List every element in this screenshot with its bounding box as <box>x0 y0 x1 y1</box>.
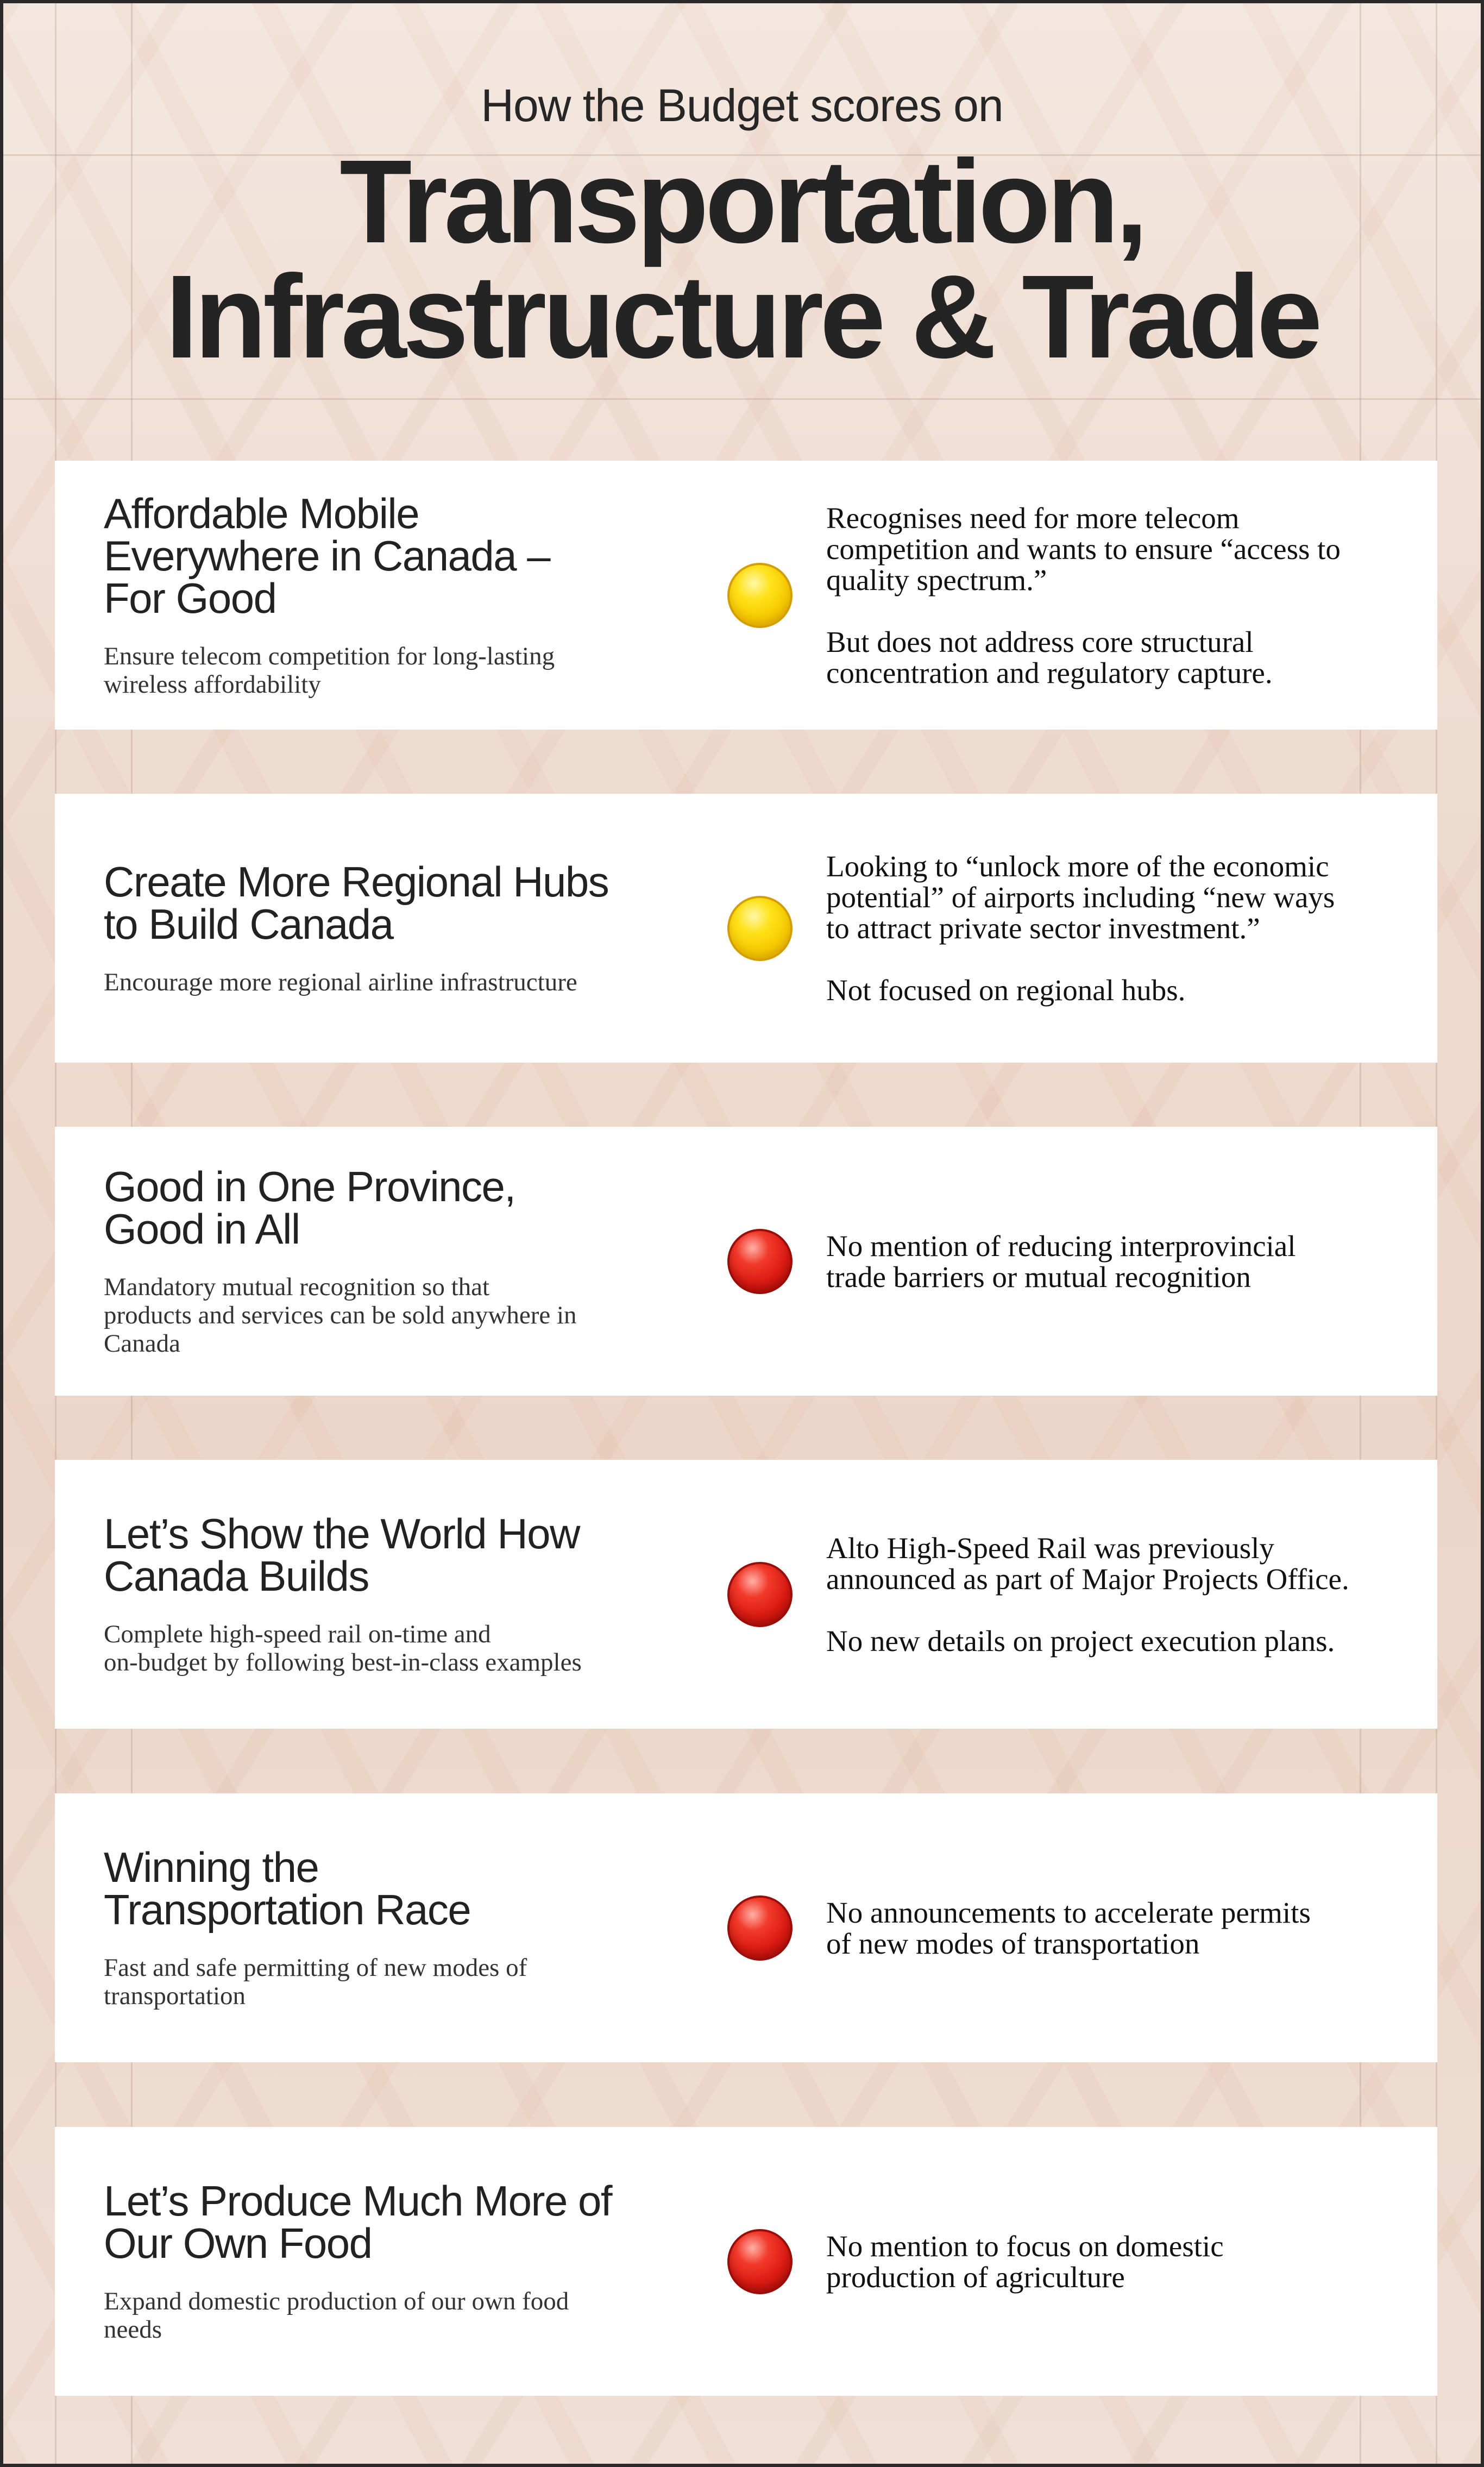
scorecard-subtitle-line: products and services can be sold anywhere in <box>104 1301 577 1329</box>
assessment-line: competition and wants to ensure “access to <box>826 532 1341 566</box>
scorecard-left <box>104 794 728 1063</box>
scorecard-subtitle-line: wireless affordability <box>104 670 321 699</box>
scorecard-title <box>104 489 728 622</box>
scorecard-title-line: Canada Builds <box>104 1552 369 1600</box>
score-red-icon <box>727 2229 793 2294</box>
assessment-line: Not focused on regional hubs. <box>826 974 1186 1007</box>
assessment-line: Looking to “unlock more of the economic <box>826 850 1329 883</box>
scorecard <box>55 1127 1437 1396</box>
scorecard-title <box>104 1509 728 1600</box>
scorecard-title-line: to Build Canada <box>104 900 393 948</box>
scorecard-title-line: Our Own Food <box>104 2219 372 2267</box>
score-red-icon <box>727 1562 793 1627</box>
assessment-line: to attract private sector investment.” <box>826 912 1260 945</box>
scorecard-title-line: Let’s Produce Much More of <box>104 2176 612 2225</box>
assessment-line: No mention of reducing interprovincial <box>826 1229 1296 1263</box>
scorecard-assessment <box>826 1127 1394 1396</box>
assessment-line: quality spectrum.” <box>826 563 1047 597</box>
scorecard-subtitle-line: needs <box>104 2315 162 2344</box>
scorecard-title <box>104 1162 728 1253</box>
scorecard-subtitle <box>104 1620 728 1677</box>
scorecard-title <box>104 857 728 948</box>
header <box>3 3 1481 460</box>
scorecard-subtitle-line: Fast and safe permitting of new modes of <box>104 1953 527 1982</box>
assessment-line: No announcements to accelerate permits <box>826 1895 1311 1929</box>
scorecard-title-line: Winning the <box>104 1843 319 1891</box>
scorecard <box>55 461 1437 730</box>
score-yellow-icon <box>727 563 793 628</box>
assessment-line: No mention to focus on domestic <box>826 2229 1224 2263</box>
scorecard-title-line: For Good <box>104 574 276 622</box>
scorecard <box>55 1460 1437 1729</box>
assessment-paragraph <box>826 1625 1394 1656</box>
scorecard-subtitle-line: Mandatory mutual recognition so that <box>104 1272 490 1301</box>
scorecard-subtitle-line: Complete high-speed rail on-time and <box>104 1619 491 1648</box>
assessment-paragraph <box>826 1231 1394 1292</box>
scorecard-subtitle <box>104 1954 728 2010</box>
score-red-icon <box>727 1895 793 1961</box>
scorecard-subtitle <box>104 1273 728 1358</box>
scorecard-left <box>104 1793 728 2062</box>
scorecard-subtitle-line: on-budget by following best-in-class examples <box>104 1648 582 1677</box>
scorecard-subtitle-line: Ensure telecom competition for long-lasting <box>104 642 555 670</box>
scorecard-left <box>104 2127 728 2396</box>
scorecard-title <box>104 1843 728 1934</box>
scorecard-subtitle <box>104 642 728 699</box>
assessment-paragraph <box>826 626 1394 688</box>
scorecard-assessment <box>826 1460 1394 1729</box>
scorecard-subtitle-line: Canada <box>104 1329 180 1358</box>
scorecard-left <box>104 1127 728 1396</box>
assessment-line: trade barriers or mutual recognition <box>826 1260 1251 1294</box>
scorecard-assessment <box>826 2127 1394 2396</box>
scorecard-subtitle-line: Encourage more regional airline infrastructure <box>104 968 577 996</box>
assessment-paragraph <box>826 1897 1394 1959</box>
page-title-line: Transportation, <box>339 136 1145 268</box>
scorecard-subtitle <box>104 968 728 996</box>
scorecard-title-line: Good in One Province, <box>104 1162 515 1210</box>
assessment-paragraph <box>826 851 1394 944</box>
scorecard <box>55 794 1437 1063</box>
assessment-line: But does not address core structural <box>826 625 1254 658</box>
scorecard-title-line: Affordable Mobile <box>104 489 419 537</box>
score-yellow-icon <box>727 896 793 961</box>
scorecard-title-line: Good in All <box>104 1204 300 1253</box>
page-title <box>58 136 1426 383</box>
scorecard-assessment <box>826 794 1394 1063</box>
scorecard-title-line: Create More Regional Hubs <box>104 857 609 906</box>
scorecard-title <box>104 2176 728 2267</box>
assessment-paragraph <box>826 1533 1394 1595</box>
assessment-paragraph <box>826 503 1394 595</box>
scorecard <box>55 2127 1437 2396</box>
score-red-icon <box>727 1229 793 1294</box>
assessment-line: announced as part of Major Projects Office. <box>826 1562 1349 1596</box>
scorecard-left <box>104 461 728 730</box>
scorecard-left <box>104 1460 728 1729</box>
scorecard-title-line: Everywhere in Canada – <box>104 531 550 580</box>
header-kicker: How the Budget scores on <box>481 80 1003 131</box>
assessment-line: Recognises need for more telecom <box>826 501 1240 535</box>
assessment-line: concentration and regulatory capture. <box>826 656 1273 689</box>
assessment-line: No new details on project execution plans. <box>826 1624 1335 1658</box>
assessment-paragraph <box>826 2231 1394 2293</box>
scorecard-assessment <box>826 1793 1394 2062</box>
assessment-line: production of agriculture <box>826 2260 1125 2294</box>
scorecard-subtitle <box>104 2287 728 2344</box>
assessment-paragraph <box>826 975 1394 1006</box>
scorecard-title-line: Let’s Show the World How <box>104 1509 580 1558</box>
scorecard-subtitle-line: Expand domestic production of our own food <box>104 2287 569 2315</box>
scorecard-assessment <box>826 461 1394 730</box>
assessment-line: potential” of airports including “new ways <box>826 881 1335 914</box>
assessment-line: Alto High-Speed Rail was previously <box>826 1531 1274 1565</box>
page-title-line: Infrastructure & Trade <box>165 251 1319 383</box>
assessment-line: of new modes of transportation <box>826 1926 1200 1960</box>
scorecard-subtitle-line: transportation <box>104 1981 246 2010</box>
scorecard <box>55 1793 1437 2062</box>
scorecard-title-line: Transportation Race <box>104 1885 471 1934</box>
